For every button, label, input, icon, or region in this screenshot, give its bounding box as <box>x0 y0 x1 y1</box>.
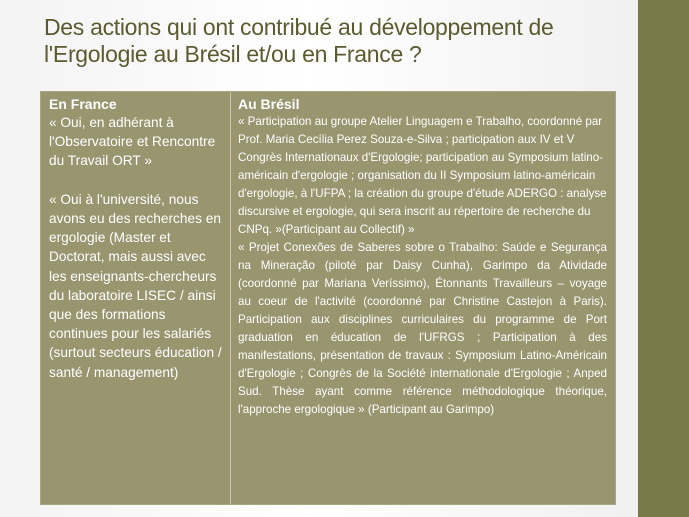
column-au-bresil <box>231 92 615 504</box>
column-header-au-bresil: Au Brésil <box>238 96 300 112</box>
column-en-france <box>41 92 231 504</box>
decorative-side-band <box>638 0 689 517</box>
au-bresil-paragraph-1: « Participation au groupe Atelier Linguagem e Trabalho, coordonné par Prof. Maria Cecília Perez Souza-e-Silva ; participation aux IV et V Congrès Internationaux d'Ergologie; participation au Symposium latino-américain d'ergologie ; organisation du II Symposium latino-américain d'ergologie, à l'UFPA ; la création du groupe d'étude ADERGO : analyse discursive et ergologie, qui sera inscrit au répertoire de recherche du CNPq. »(Participant au Collectif) » <box>238 115 607 236</box>
column-header-en-france: En France <box>49 96 117 112</box>
au-bresil-paragraph-2: « Projet Conexões de Saberes sobre o Trabalho: Saúde e Segurança na Mineração (piloté par Daisy Cunha), Garimpo da Atividade (coordonné par Mariana Veríssimo), Étonnants Travailleurs – voyage au coeur de l'activité (coordonné par Christine Castejon à Paris). Participation aux disciplines curriculaires du programme de Port graduation en éducation de l'UFRGS ; Participation à des manifestations, présentation de travaux : Symposium Latino-Américain d'Ergologie ; Congrès de la Société internationale d'Ergologie ; Anped Sud. Thèse ayant comme référence méthodologique théorique, l'approche ergologique » (Participant au Garimpo) <box>238 241 607 416</box>
en-france-text: « Oui, en adhérant à l'Observatoire et Rencontre du Travail ORT » « Oui à l'université, nous avons eu des recherches en ergologie (Master et Doctorat, mais aussi avec les enseignants-chercheurs du laboratoire LISEC / ainsi que des formations continues pour les salariés (surtout secteurs éducation / santé / management) <box>49 115 222 380</box>
slide-title: Des actions qui ont contribué au développement de l'Ergologie au Brésil et/ou en France ? <box>44 14 554 67</box>
comparison-table <box>40 91 616 505</box>
